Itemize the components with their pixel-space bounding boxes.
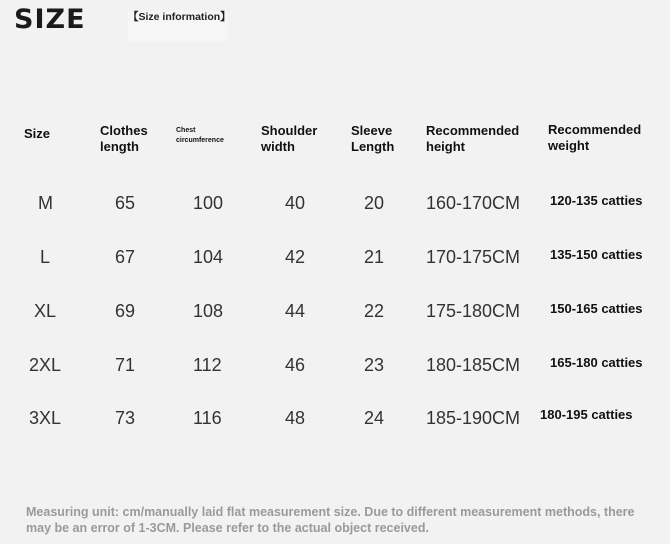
cell-sleeve: 22	[364, 301, 385, 321]
cell-sleeve: 20	[364, 193, 385, 213]
header-shoulder-width: Shoulder width	[261, 123, 318, 154]
cell-clothes-length: 67	[115, 247, 136, 267]
cell-clothes-length: 71	[115, 355, 136, 375]
cell-size: 3XL	[29, 408, 62, 428]
cell-sleeve: 23	[364, 355, 385, 375]
cell-clothes-length: 73	[115, 408, 136, 428]
cell-clothes-length: 69	[115, 301, 136, 321]
cell-chest: 112	[193, 355, 222, 375]
header-recommended-height: Recommended height	[426, 123, 520, 154]
cell-sleeve: 21	[364, 247, 385, 267]
cell-height: 180-185CM	[426, 355, 521, 375]
cell-weight: 120-135 catties	[550, 193, 643, 208]
subtitle: 【Size information】	[128, 11, 228, 41]
cell-weight: 165-180 catties	[550, 355, 643, 370]
cell-size: M	[38, 193, 53, 213]
header-chest-circumference: Chest circumference	[176, 127, 224, 144]
cell-height: 160-170CM	[426, 193, 521, 213]
header-recommended-weight: Recommended weight	[548, 122, 642, 153]
header-size: Size	[24, 126, 51, 141]
cell-weight: 135-150 catties	[550, 247, 643, 262]
cell-shoulder: 44	[285, 301, 306, 321]
cell-chest: 116	[193, 408, 222, 428]
cell-height: 185-190CM	[426, 408, 521, 428]
cell-size: XL	[34, 301, 57, 321]
cell-shoulder: 48	[285, 408, 306, 428]
size-logo: SIZE	[14, 4, 86, 35]
cell-shoulder: 46	[285, 355, 306, 375]
cell-size: L	[40, 247, 51, 267]
measurement-note: Measuring unit: cm/manually laid flat measurement size. Due to different measurement methods, there may be an error of 1-3CM. Please refer to the actual object received.	[26, 505, 635, 535]
cell-clothes-length: 65	[115, 193, 136, 213]
cell-shoulder: 42	[285, 247, 306, 267]
cell-chest: 108	[193, 301, 224, 321]
cell-weight: 180-195 catties	[540, 407, 633, 422]
cell-weight: 150-165 catties	[550, 301, 643, 316]
cell-chest: 100	[193, 193, 224, 213]
header-clothes-length: Clothes length	[100, 123, 148, 154]
header-sleeve-length: Sleeve Length	[351, 123, 395, 154]
cell-shoulder: 40	[285, 193, 306, 213]
cell-sleeve: 24	[364, 408, 385, 428]
cell-height: 175-180CM	[426, 301, 521, 321]
cell-height: 170-175CM	[426, 247, 521, 267]
cell-chest: 104	[193, 247, 224, 267]
cell-size: 2XL	[29, 355, 62, 375]
